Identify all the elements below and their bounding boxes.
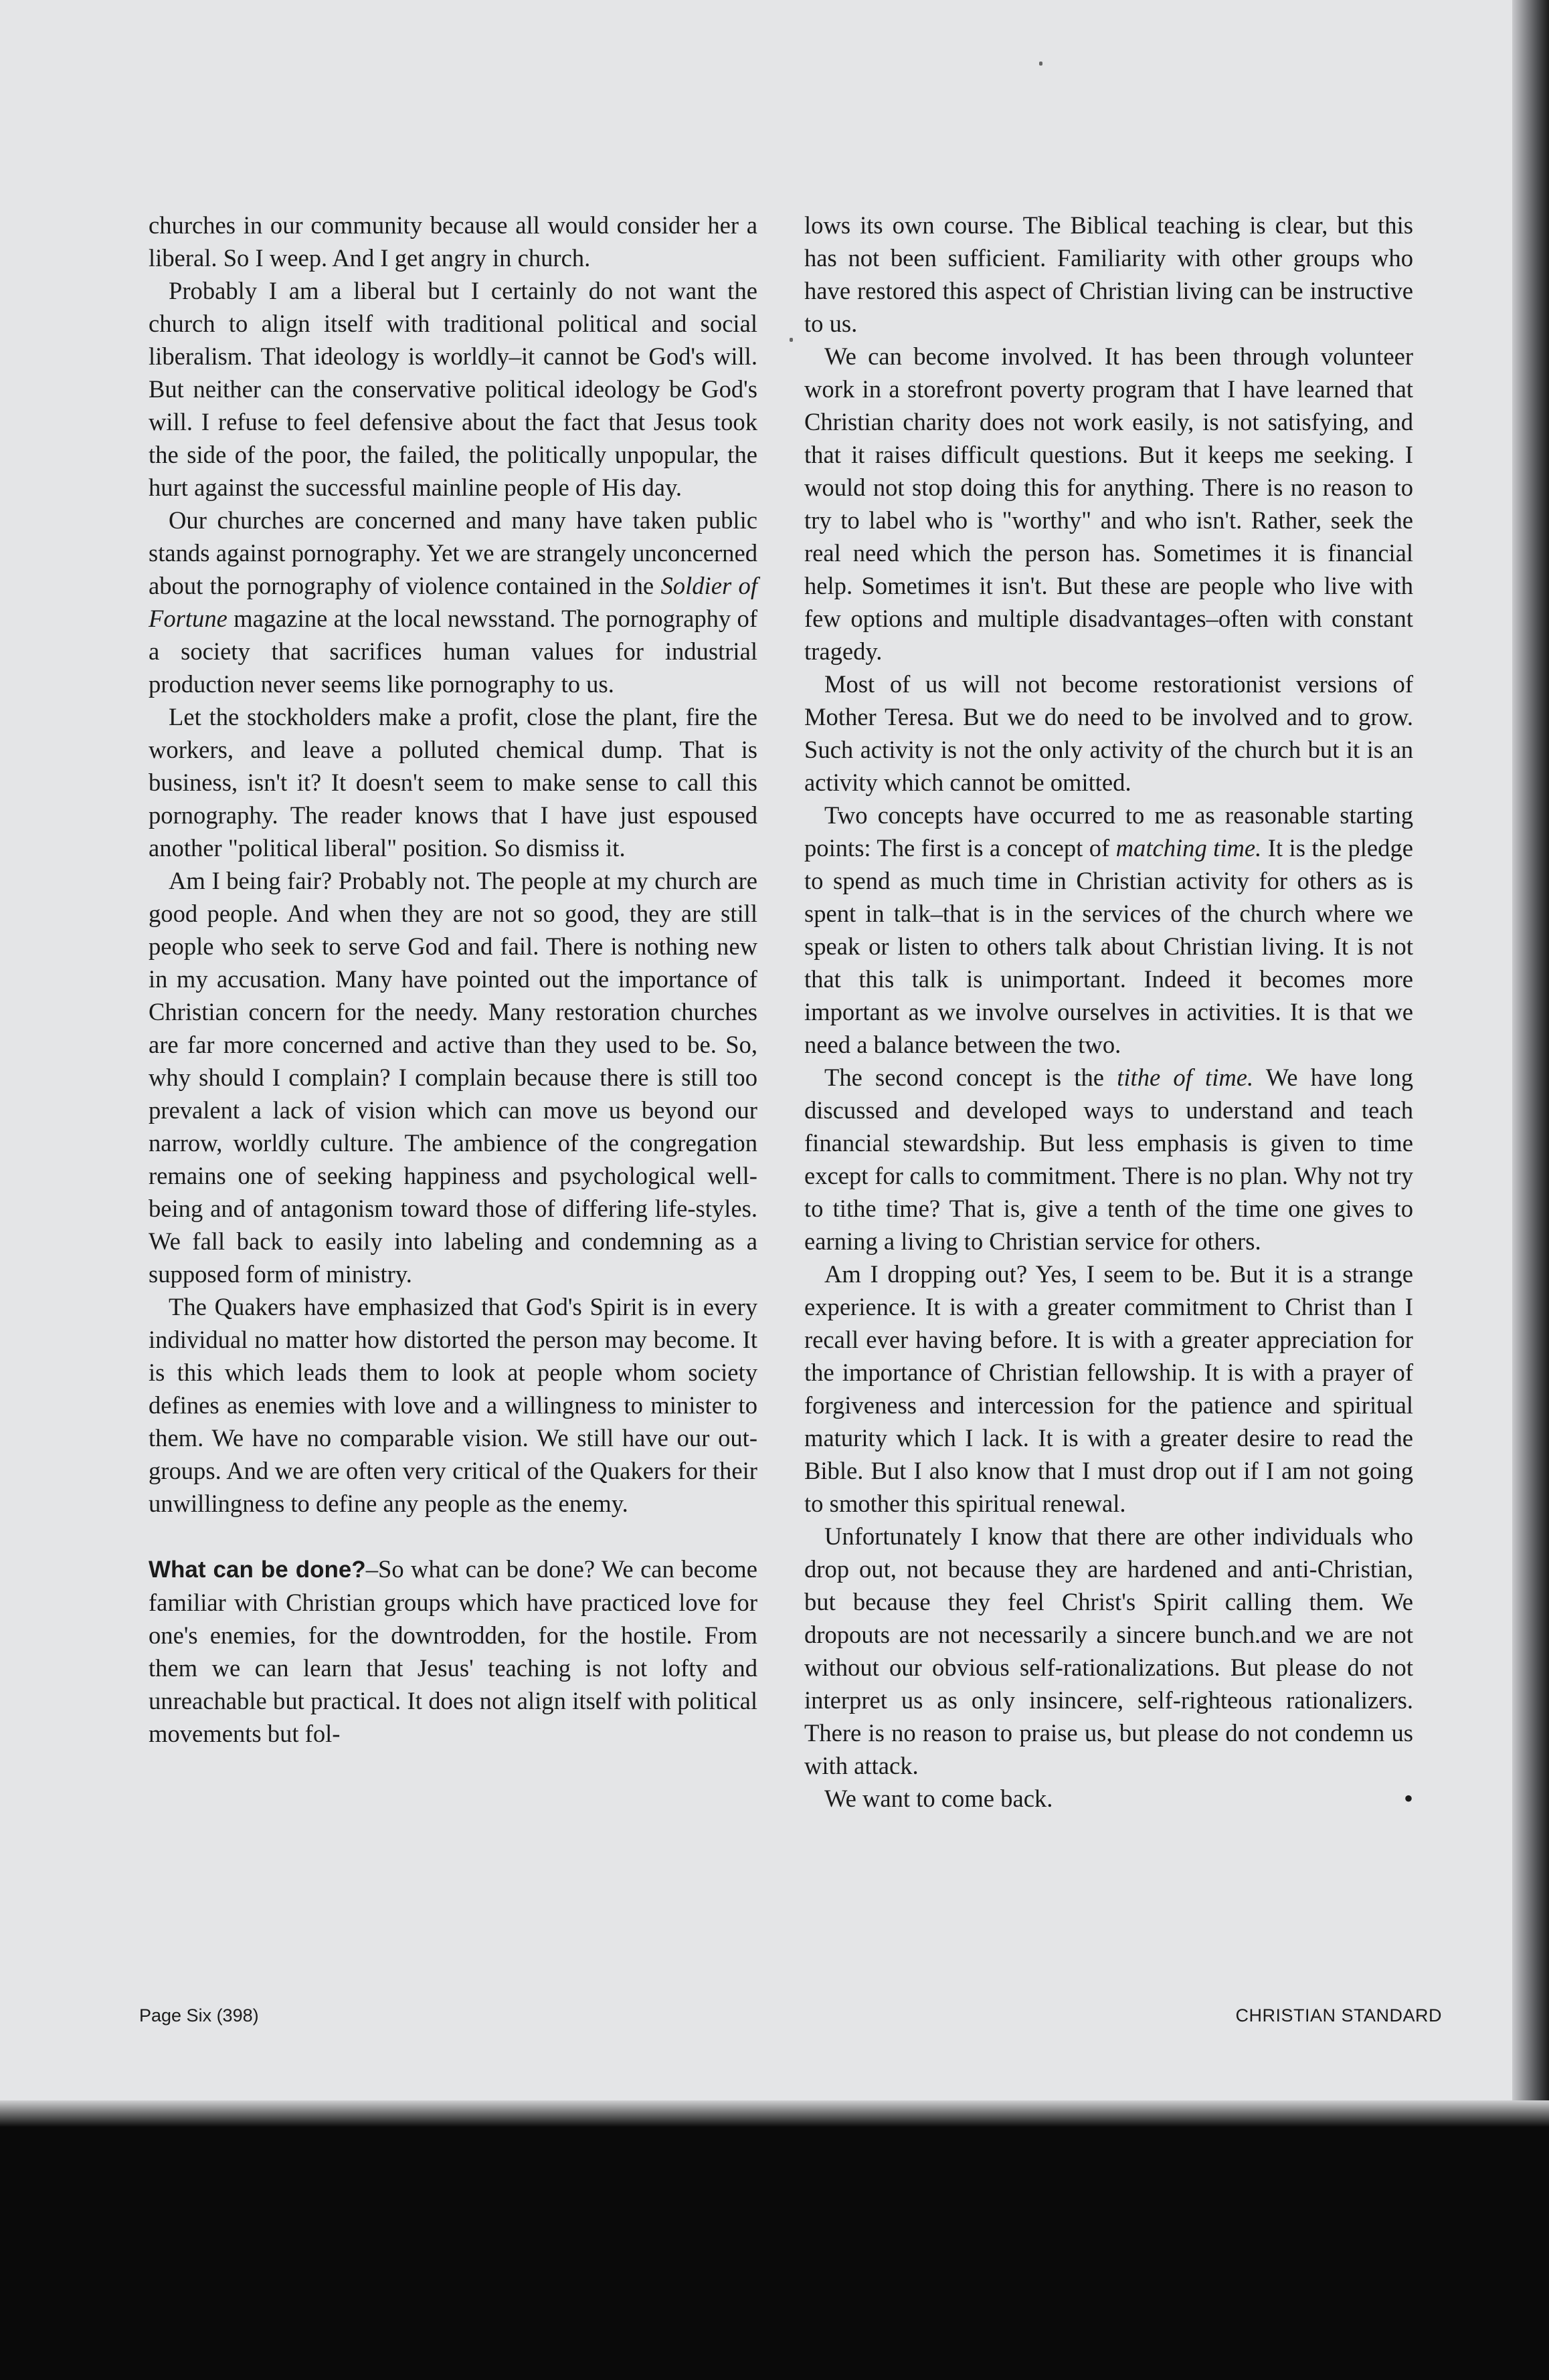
stray-mark bbox=[1039, 62, 1042, 66]
paragraph: Let the stockholders make a profit, close the plant, fire the workers, and leave a polluted chemical dump. That is business, isn't it? It doesn't seem to make sense to call this pornography. The reader knows that I have just espoused another "political liberal" position. So dismiss it. bbox=[149, 703, 757, 862]
stray-mark bbox=[790, 338, 793, 342]
paragraph-tithe-of-time: The second concept is the tithe of time. We have long discussed and developed ways to understand and teach financial stewardship. But less emphasis is given to time except for calls to commitment. There is no plan. Why not try to tithe time? That is, give a tenth of the time one gives to earning a living to Christian service for others. bbox=[804, 1064, 1414, 1255]
right-column bbox=[804, 209, 1413, 1815]
publication-name: CHRISTIAN STANDARD bbox=[1235, 2005, 1442, 2025]
paragraph-soldier-of-fortune: Our churches are concerned and many have taken public stands against pornography. Yet we are strangely unconcerned about the pornography of violence contained in the Soldier of Fortune magazine at the local newsstand. The pornography of a society that sacrifices human values for industrial production never seems like pornography to us. bbox=[149, 506, 757, 698]
paragraph: We can become involved. It has been through volunteer work in a storefront poverty program that I have learned that Christian charity does not work easily, is not satisfying, and that it raises difficult questions. But it keeps me seeking. I would not stop doing this for anything. There is no reason to try to label who is "worthy" and who isn't. Rather, seek the real need which the person has. Sometimes it is financial help. Sometimes it isn't. But these are people who live with few options and multiple disadvantages–often with constant tragedy. bbox=[804, 342, 1413, 665]
page-bottom-edge bbox=[0, 2100, 1549, 2127]
paragraph: churches in our community because all would consider her a liberal. So I weep. And I get angry in church. bbox=[149, 211, 757, 272]
subhead-paragraph bbox=[149, 1553, 757, 1750]
page-number: Page Six (398) bbox=[139, 2005, 259, 2025]
left-column bbox=[149, 209, 757, 1750]
subhead-body: –So what can be done? We can become familiar with Christian groups which have practiced love for one's enemies, for the downtrodden, for the hostile. From them we can learn that Jesus' teaching is not lofty and unreachable but practical. It does not align itself with political movements but fol- bbox=[149, 1555, 757, 1747]
closing-line: We want to come back. bbox=[824, 1785, 1053, 1812]
paragraph: Unfortunately I know that there are other individuals who drop out, not because they are hardened and anti-Christian, but because they feel Christ's Spirit calling them. We dropouts are not necessarily a sincere bunch.and we are not without our obvious self-rationalizations. But please do not interpret us as only insincere, self-righteous rationalizers. There is no reason to praise us, but please do not condemn us with attack. bbox=[804, 1522, 1413, 1779]
paragraph: The Quakers have emphasized that God's Spirit is in every individual no matter how distorted the person may become. It is this which leads them to look at people whom society defines as enemies with love and a willingness to minister to them. We have no comparable vision. We still have our out-groups. And we are often very critical of the Quakers for their unwillingness to define any people as the enemy. bbox=[149, 1293, 757, 1517]
paragraph: Am I being fair? Probably not. The people at my church are good people. And when they are not so good, they are still people who seek to serve God and fail. There is nothing new in my accusation. Many have pointed out the importance of Christian concern for the needy. Many restoration churches are far more concerned and active than they used to be. So, why should I complain? I complain because there is still too prevalent a lack of vision which can move us beyond our narrow, worldly culture. The ambience of the congregation remains one of seeking happiness and psychological well-being and of antagonism toward those of differing life-styles. We fall back to easily into labeling and condemning as a supposed form of ministry. bbox=[149, 867, 757, 1288]
paragraph: Am I dropping out? Yes, I seem to be. But it is a strange experience. It is with a greater commitment to Christ than I recall ever having before. It is with a greater appreciation for the importance of Christian fellowship. It is with a prayer of forgiveness and intercession for the patience and spiritual maturity which I lack. It is with a greater desire to read the Bible. But I also know that I must drop out if I am not going to smother this spiritual renewal. bbox=[804, 1260, 1413, 1517]
paragraph: lows its own course. The Biblical teaching is clear, but this has not been sufficient. Familiarity with other groups who have restored this aspect of Christian living can be instructive to us. bbox=[804, 211, 1413, 337]
page-edge-shadow bbox=[1512, 0, 1549, 2120]
paragraph-matching-time: Two concepts have occurred to me as reasonable starting points: The first is a concept of matching time. It is the pledge to spend as much time in Christian activity for others as is spent in talk–that is in the services of the church where we speak or listen to others talk about Christian living. It is not that this talk is unimportant. Indeed it becomes more important as we involve ourselves in activities. It is that we need a balance between the two. bbox=[804, 801, 1413, 1058]
paragraph: Most of us will not become restorationist versions of Mother Teresa. But we do need to be involved and to grow. Such activity is not the only activity of the church but it is an activity which cannot be omitted. bbox=[804, 670, 1413, 796]
end-mark-icon: • bbox=[1403, 1783, 1413, 1813]
paragraph: Probably I am a liberal but I certainly do not want the church to align itself with traditional political and social liberalism. That ideology is worldly–it cannot be God's will. But neither can the conservative political ideology be God's will. I refuse to feel defensive about the fact that Jesus took the side of the poor, the failed, the politically unpopular, the hurt against the successful mainline people of His day. bbox=[149, 277, 757, 501]
closing-paragraph bbox=[804, 1782, 1413, 1815]
section-subhead: What can be done? bbox=[149, 1557, 366, 1583]
